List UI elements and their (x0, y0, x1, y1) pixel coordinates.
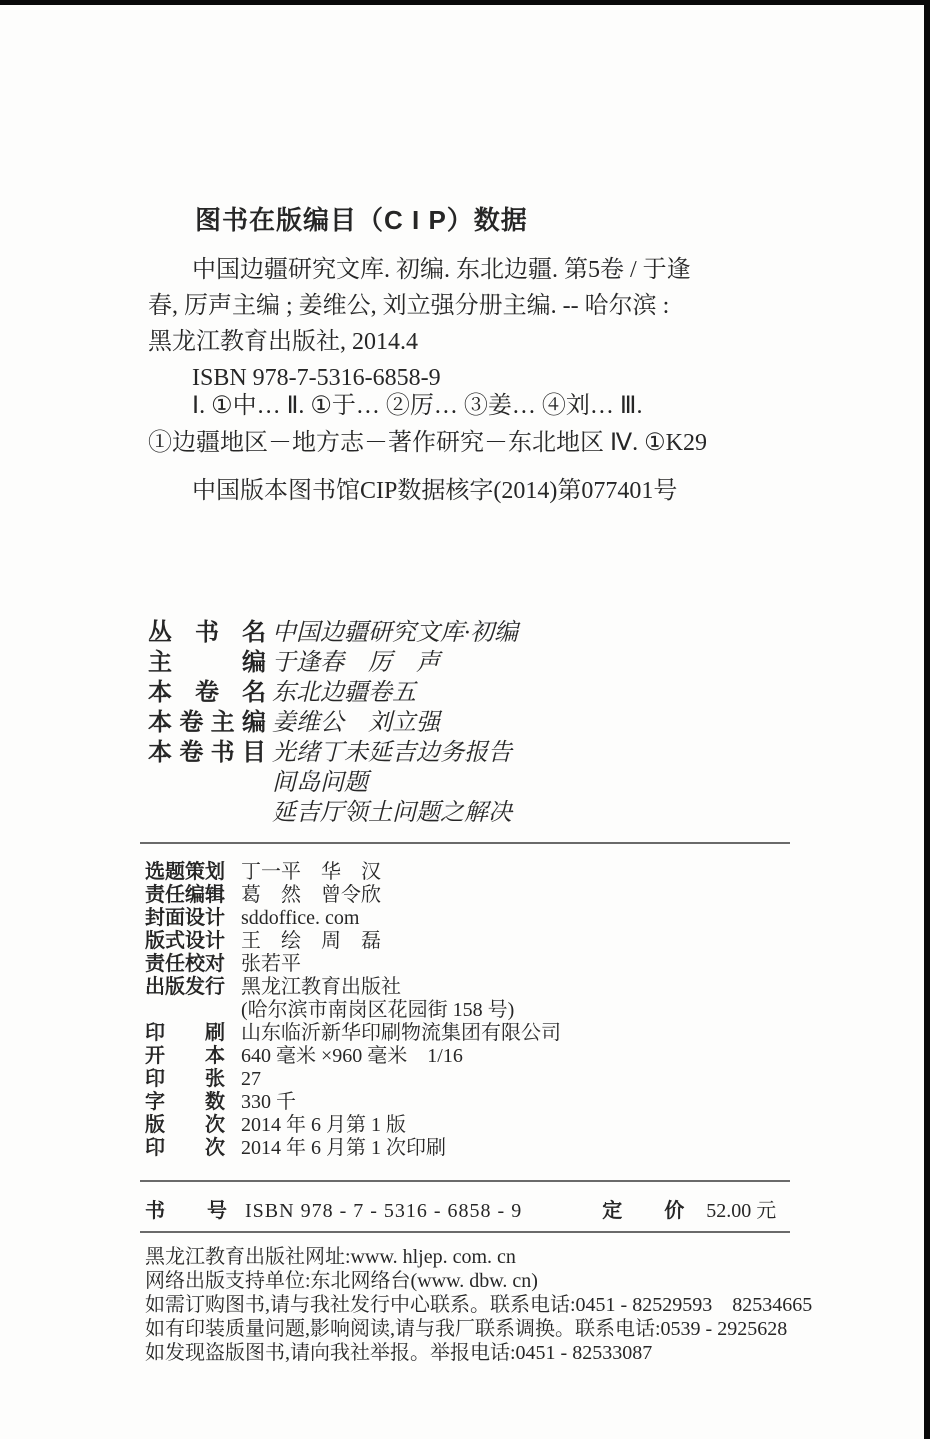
topic-planning-label: 选题策划 (145, 861, 225, 883)
publication-row (145, 1045, 845, 1068)
publisher-website-line: 黑龙江教育出版社网址:www. hljep. com. cn (145, 1246, 516, 1268)
word-count-value: 330 千 (241, 1091, 296, 1113)
responsible-editor-value: 葛 然 曾令欣 (241, 884, 381, 906)
order-contact-line: 如需订购图书,请与我社发行中心联系。联系电话:0451 - 82529593 82534665 (145, 1294, 813, 1316)
publisher-value (241, 976, 514, 1022)
book-number-label: 书号 (145, 1200, 227, 1222)
publication-row (145, 953, 845, 976)
cip-description-line: 春, 厉声主编 ; 姜维公, 刘立强分册主编. -- 哈尔滨 : (148, 293, 670, 319)
cip-classification (148, 388, 803, 462)
cip-title: 图书在版编目（C I P）数据 (195, 205, 528, 235)
divider-rule (140, 1180, 790, 1182)
sheets-value: 27 (241, 1068, 261, 1090)
price-value: 52.00 元 (706, 1200, 777, 1222)
series-row (148, 678, 848, 708)
publication-row (145, 1022, 845, 1045)
cover-design-label: 封面设计 (145, 907, 225, 929)
cip-classification-line: Ⅰ. ①中… Ⅱ. ①于… ②厉… ③姜… ④刘… Ⅲ. (192, 393, 643, 419)
publisher-address: (哈尔滨市南岗区花园街 158 号) (241, 999, 515, 1021)
impression-label: 印次 (145, 1137, 225, 1159)
printer-label: 印刷 (145, 1022, 225, 1044)
publisher-label: 出版发行 (145, 976, 225, 998)
volume-titles-label: 本卷书目 (148, 739, 266, 766)
cover-design-value: sddoffice. com (241, 907, 360, 929)
publication-row (145, 861, 845, 884)
proofreader-value: 张若平 (241, 953, 301, 975)
quality-contact-line: 如有印装质量问题,影响阅读,请与我厂联系调换。联系电话:0539 - 2925628 (145, 1318, 788, 1340)
divider-rule (140, 1231, 790, 1233)
piracy-report-line: 如发现盗版图书,请向我社举报。举报电话:0451 - 82533087 (145, 1342, 653, 1364)
publication-info (145, 861, 845, 1160)
volume-name-label: 本卷名 (148, 679, 266, 706)
cip-description-line: 黑龙江教育出版社, 2014.4 (148, 329, 418, 355)
page-top-border (0, 0, 930, 5)
word-count-label: 字数 (145, 1091, 225, 1113)
printer-value: 山东临沂新华印刷物流集团有限公司 (241, 1022, 561, 1044)
publisher-name: 黑龙江教育出版社 (241, 976, 401, 998)
impression-value: 2014 年 6 月第 1 次印刷 (241, 1137, 446, 1159)
publication-row (145, 930, 845, 953)
volume-name-value: 东北边疆卷五 (272, 680, 416, 706)
price-label: 定价 (602, 1200, 685, 1222)
divider-rule (140, 842, 790, 844)
cip-registration: 中国版本图书馆CIP数据核字(2014)第077401号 (192, 478, 678, 504)
publication-row (145, 1137, 845, 1160)
proofreader-label: 责任校对 (145, 953, 225, 975)
series-row (148, 708, 848, 738)
online-support-line: 网络出版支持单位:东北网络台(www. dbw. cn) (145, 1270, 538, 1292)
series-name-label: 丛书名 (148, 619, 266, 646)
series-row (148, 618, 848, 648)
volume-title-line: 间岛问题 (272, 770, 368, 796)
volume-titles-value (272, 738, 512, 828)
volume-title-line: 延吉厅领土问题之解决 (272, 800, 512, 826)
publication-row (145, 1068, 845, 1091)
cip-description (148, 252, 803, 396)
publication-row (145, 976, 845, 1022)
series-name-value: 中国边疆研究文库·初编 (272, 620, 518, 646)
series-info (148, 618, 848, 828)
volume-editor-label: 本卷主编 (148, 709, 266, 736)
series-row (148, 648, 848, 678)
publication-row (145, 884, 845, 907)
page-right-border (924, 0, 930, 1439)
publication-row (145, 1114, 845, 1137)
layout-design-value: 王 绘 周 磊 (241, 930, 381, 952)
volume-editor-value: 姜维公 刘立强 (272, 710, 440, 736)
cip-description-line: 中国边疆研究文库. 初编. 东北边疆. 第5卷 / 于逢 (192, 257, 691, 283)
topic-planning-value: 丁一平 华 汉 (241, 861, 381, 883)
responsible-editor-label: 责任编辑 (145, 884, 225, 906)
footer-contact-info (145, 1245, 875, 1365)
isbn-price-row (145, 1194, 845, 1223)
series-row (148, 738, 848, 828)
volume-title-line: 光绪丁未延吉边务报告 (272, 740, 512, 766)
edition-value: 2014 年 6 月第 1 版 (241, 1114, 406, 1136)
publication-row (145, 907, 845, 930)
publication-row (145, 1091, 845, 1114)
isbn-value: ISBN 978 - 7 - 5316 - 6858 - 9 (245, 1200, 523, 1222)
layout-design-label: 版式设计 (145, 930, 225, 952)
format-label: 开本 (145, 1045, 225, 1067)
sheets-label: 印张 (145, 1068, 225, 1090)
chief-editor-value: 于逢春 厉 声 (272, 650, 440, 676)
cip-classification-line: ①边疆地区－地方志－著作研究－东北地区 Ⅳ. ①K29 (148, 430, 707, 456)
format-value: 640 毫米 ×960 毫米 1/16 (241, 1045, 463, 1067)
cip-isbn-line: ISBN 978-7-5316-6858-9 (192, 365, 441, 391)
edition-label: 版次 (145, 1114, 225, 1136)
chief-editor-label: 主编 (148, 649, 266, 676)
